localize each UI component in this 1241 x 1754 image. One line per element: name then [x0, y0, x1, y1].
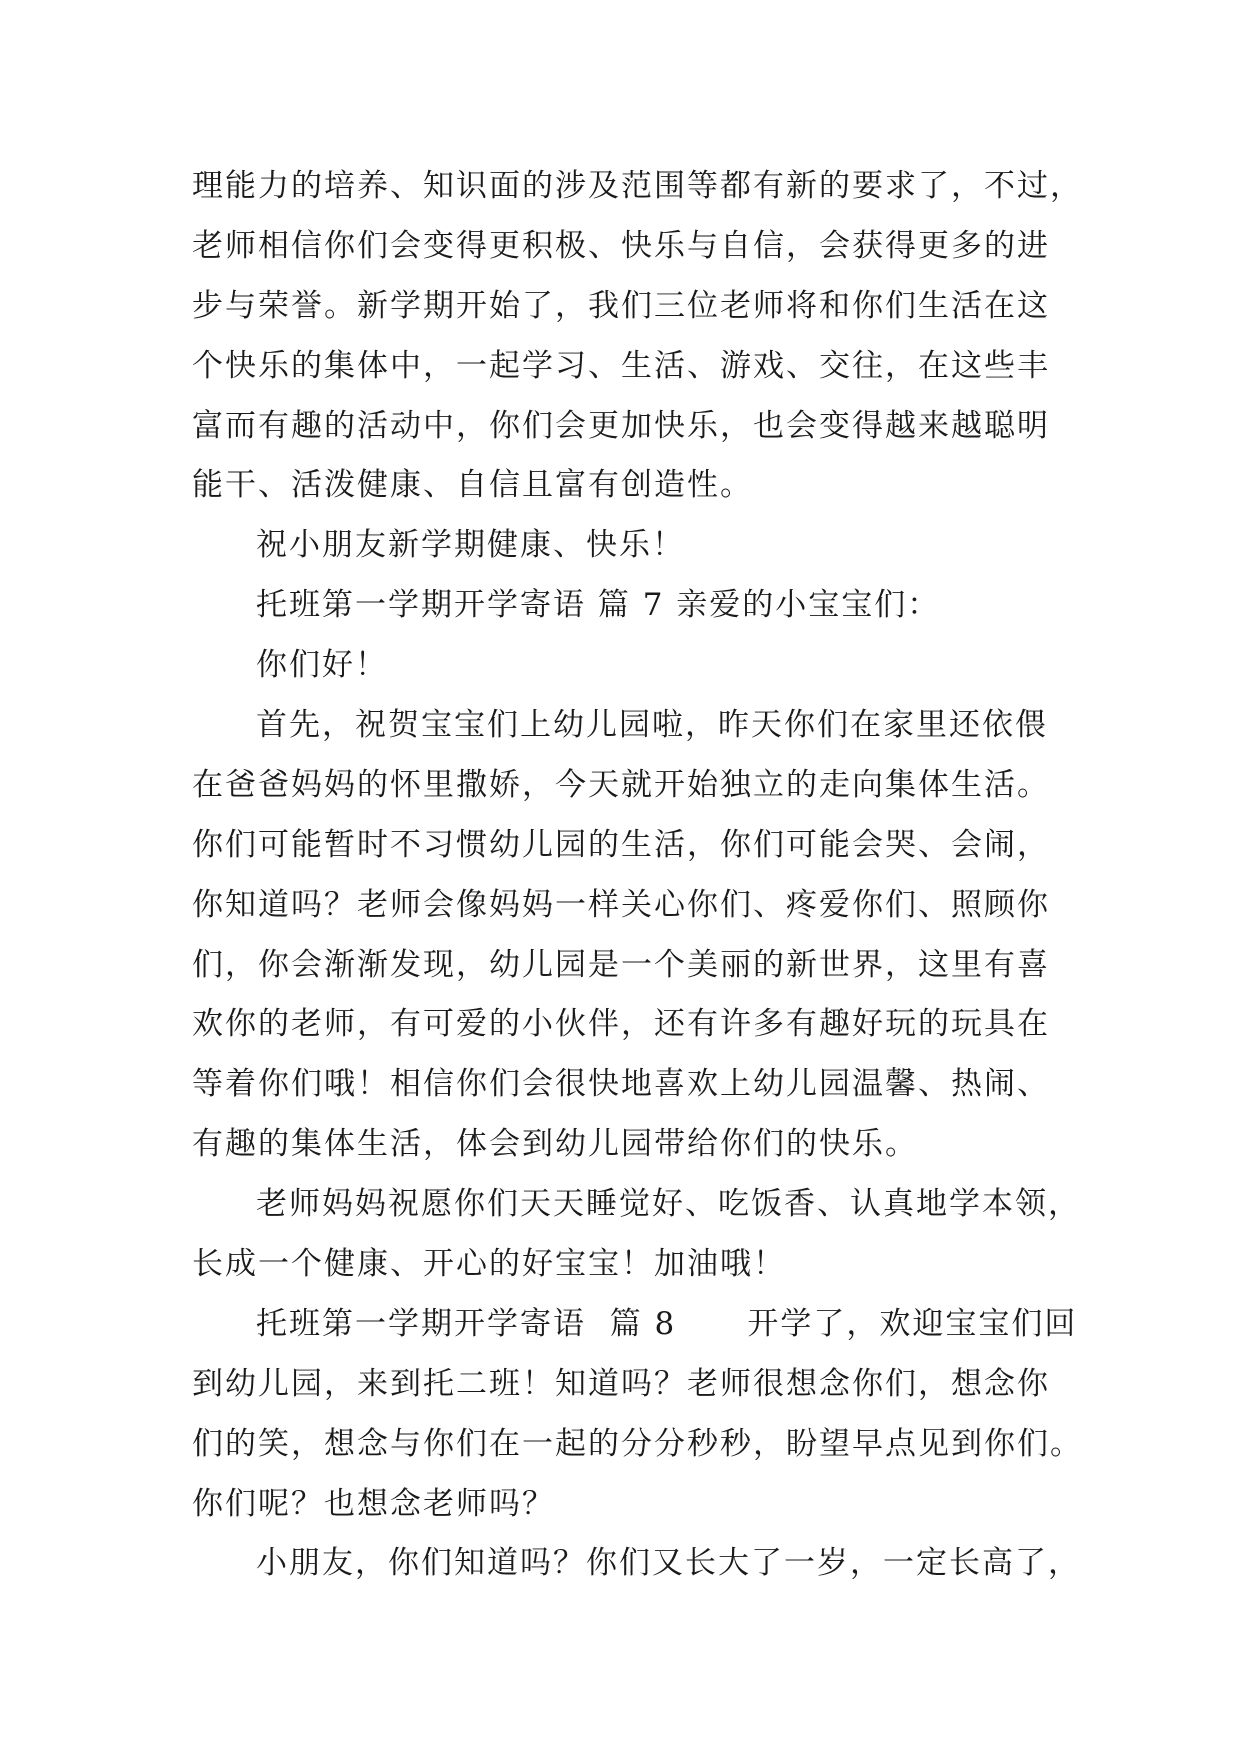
- text-line: 们，你会渐渐发现，幼儿园是一个美丽的新世界，这里有喜: [192, 946, 1050, 983]
- text-line: 祝小朋友新学期健康、快乐！: [256, 527, 685, 564]
- text-line: 你们呢？也想念老师吗？: [192, 1485, 555, 1522]
- text-line: 们的笑，想念与你们在一起的分分秒秒，盼望早点见到你们。: [192, 1425, 1083, 1462]
- text-line: 有趣的集体生活，体会到幼儿园带给你们的快乐。: [192, 1126, 918, 1163]
- text-line: 首先，祝贺宝宝们上幼儿园啦，昨天你们在家里还依偎: [256, 707, 1048, 744]
- text-line: 老师相信你们会变得更积极、快乐与自信，会获得更多的进: [192, 227, 1050, 264]
- text-line: 等着你们哦！相信你们会很快地喜欢上幼儿园温馨、热闹、: [192, 1066, 1050, 1103]
- text-line: 长成一个健康、开心的好宝宝！加油哦！: [192, 1246, 786, 1283]
- text-line: 能干、活泼健康、自信且富有创造性。: [192, 467, 753, 504]
- text-line: 欢你的老师，有可爱的小伙伴，还有许多有趣好玩的玩具在: [192, 1006, 1050, 1043]
- text-line: 你们可能暂时不习惯幼儿园的生活，你们可能会哭、会闹，: [192, 826, 1050, 863]
- document-body: [192, 157, 1083, 1594]
- text-line: 理能力的培养、知识面的涉及范围等都有新的要求了，不过，: [192, 168, 1083, 204]
- text-line: 到幼儿园，来到托二班！知道吗？老师很想念你们，想念你: [192, 1365, 1050, 1402]
- section-heading-line: 托班第一学期开学寄语 篇 8 开学了，欢迎宝宝们回: [256, 1305, 1078, 1342]
- text-line: 小朋友，你们知道吗？你们又长大了一岁，一定长高了，: [256, 1545, 1081, 1582]
- text-line: 你知道吗？老师会像妈妈一样关心你们、疼爱你们、照顾你: [192, 886, 1050, 923]
- text-line: 步与荣誉。新学期开始了，我们三位老师将和你们生活在这: [192, 287, 1050, 324]
- text-line: 老师妈妈祝愿你们天天睡觉好、吃饭香、认真地学本领，: [256, 1186, 1081, 1223]
- text-line: 你们好！: [256, 647, 388, 684]
- text-line: 富而有趣的活动中，你们会更加快乐，也会变得越来越聪明: [192, 407, 1050, 444]
- text-line: 在爸爸妈妈的怀里撒娇，今天就开始独立的走向集体生活。: [192, 766, 1050, 803]
- text-line: 个快乐的集体中，一起学习、生活、游戏、交往，在这些丰: [192, 347, 1050, 384]
- section-heading-line: 托班第一学期开学寄语 篇 7 亲爱的小宝宝们：: [256, 587, 941, 624]
